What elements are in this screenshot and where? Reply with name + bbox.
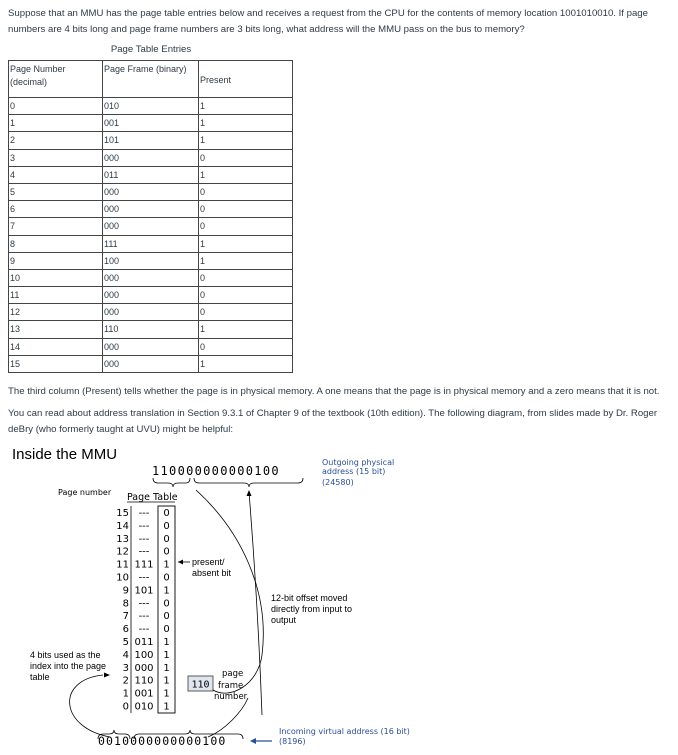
page-number-cell: 1 — [9, 115, 103, 132]
diagram-frame-number: 011 — [134, 637, 154, 648]
diagram-frame-number: 100 — [134, 649, 154, 661]
reading-note: You can read about address translation in Section 9.3.1 of Chapter 9 of the textbook (10th edition). The following diagram, from slides made by Dr. Roger deBry (who formerly taught at UVU) might be helpful: — [8, 408, 658, 435]
table-row — [9, 269, 293, 286]
frame-flow-curve — [196, 490, 263, 693]
present-cell: 0 — [199, 218, 293, 235]
present-label-1: present/ — [192, 557, 225, 567]
diagram-frame-number: --- — [138, 598, 150, 610]
table-row — [9, 355, 293, 372]
diagram-present-bit: 1 — [163, 688, 170, 700]
diagram-title: Inside the MMU — [12, 446, 118, 463]
table-row — [9, 252, 293, 269]
offset-label-2: directly from input to — [271, 604, 353, 614]
mmu-diagram — [0, 440, 678, 755]
page-frame-cell: 000 — [103, 218, 199, 235]
diagram-frame-number: --- — [138, 520, 150, 532]
page-frame-cell: 000 — [103, 269, 199, 286]
page-number-cell: 2 — [9, 132, 103, 149]
question-text: Suppose that an MMU has the page table entries below and receives a request from the CPU for the contents of memory location 1001010010. If page numbers are 4 bits long and page frame numbers are 3 bits long, what address will the MMU pass on the bus to memory? — [8, 8, 648, 35]
page-number-cell: 4 — [9, 166, 103, 183]
page-number-cell: 8 — [9, 235, 103, 252]
present-cell: 1 — [199, 98, 293, 115]
page-frame-cell: 101 — [103, 132, 199, 149]
diagram-page-number: 10 — [116, 572, 129, 584]
frame-label-1: page — [222, 669, 244, 679]
diagram-present-bit: 1 — [163, 662, 170, 674]
frame-label-2: frame — [218, 681, 244, 691]
diagram-page-number: 1 — [122, 688, 129, 700]
present-cell: 1 — [199, 321, 293, 338]
index-label-2: index into the page — [30, 661, 107, 671]
frame-label-3: number — [214, 692, 248, 702]
present-explanation: The third column (Present) tells whether the page is in physical memory. A one means that the page is in physical memory and a zero means that it is not. — [8, 386, 660, 397]
index-flow-curve — [70, 675, 110, 737]
present-label-2: absent bit — [192, 568, 232, 578]
arrow-left-icon — [250, 738, 256, 744]
header-page-frame: Page Frame (binary) — [103, 61, 199, 98]
page-number-cell: 12 — [9, 304, 103, 321]
diagram-present-bit: 0 — [163, 508, 170, 519]
diagram-frame-number: 000 — [134, 662, 154, 674]
virtual-caption-1: Incoming virtual address (16 bit) — [279, 727, 410, 736]
present-cell: 1 — [199, 355, 293, 372]
diagram-page-number: 5 — [122, 637, 129, 648]
page-frame-cell: 100 — [103, 252, 199, 269]
virtual-caption-2: (8196) — [279, 737, 306, 746]
diagram-frame-number: --- — [138, 572, 150, 584]
diagram-present-bit: 1 — [163, 637, 170, 648]
present-cell: 1 — [199, 252, 293, 269]
page-frame-cell: 011 — [103, 166, 199, 183]
diagram-page-number: 6 — [122, 624, 129, 636]
virtual-address: 0010000000000100 — [98, 734, 227, 748]
diagram-page-number: 15 — [116, 508, 129, 519]
present-cell: 0 — [199, 338, 293, 355]
diagram-page-number: 14 — [116, 520, 129, 532]
present-cell: 0 — [199, 201, 293, 218]
page-frame-cell: 000 — [103, 149, 199, 166]
diagram-present-bit: 1 — [163, 701, 170, 713]
page-number-cell: 3 — [9, 149, 103, 166]
page-frame-cell: 010 — [103, 98, 199, 115]
page-number-cell: 9 — [9, 252, 103, 269]
present-cell: 0 — [199, 304, 293, 321]
diagram-page-number: 3 — [122, 662, 129, 674]
table-row — [9, 149, 293, 166]
diagram-present-bit: 1 — [163, 649, 170, 661]
table-caption: Page Table Entries — [110, 44, 192, 55]
page-frame-cell: 110 — [103, 321, 199, 338]
page-number-cell: 15 — [9, 355, 103, 372]
diagram-page-number: 12 — [116, 546, 129, 558]
table-row — [9, 201, 293, 218]
offset-label-3: output — [271, 615, 297, 625]
present-cell: 0 — [199, 287, 293, 304]
table-row — [9, 166, 293, 183]
diagram-page-number: 0 — [122, 701, 129, 713]
diagram-present-bit: 0 — [163, 611, 170, 623]
diagram-frame-number: 110 — [134, 675, 154, 687]
diagram-present-bit: 1 — [163, 559, 170, 571]
table-row — [9, 98, 293, 115]
diagram-page-number: 8 — [122, 598, 129, 610]
page-frame-cell: 000 — [103, 355, 199, 372]
diagram-frame-number: --- — [138, 546, 150, 558]
page-number-cell: 13 — [9, 321, 103, 338]
table-row — [9, 304, 293, 321]
diagram-present-bit: 0 — [163, 572, 170, 584]
page-number-cell: 14 — [9, 338, 103, 355]
offset-brace — [194, 478, 303, 487]
table-row — [9, 235, 293, 252]
page-frame-cell: 000 — [103, 338, 199, 355]
diagram-present-bit: 0 — [163, 520, 170, 532]
page-frame-cell: 000 — [103, 304, 199, 321]
diagram-page-number: 4 — [122, 649, 129, 661]
diagram-present-bit: 1 — [163, 675, 170, 687]
table-row — [9, 183, 293, 200]
diagram-frame-number: --- — [138, 624, 150, 636]
page-number-cell: 7 — [9, 218, 103, 235]
physical-address: 110000000000100 — [152, 464, 280, 478]
present-cell: 1 — [199, 235, 293, 252]
diagram-page-number: 11 — [116, 559, 129, 571]
page-frame-cell: 000 — [103, 183, 199, 200]
page-frame-cell: 111 — [103, 235, 199, 252]
diagram-frame-number: 001 — [134, 688, 154, 700]
physical-caption-3: (24580) — [322, 478, 354, 487]
diagram-present-bit: 0 — [163, 598, 170, 610]
page-number-cell: 11 — [9, 287, 103, 304]
page-number-cell: 0 — [9, 98, 103, 115]
diagram-frame-number: --- — [138, 508, 150, 519]
table-row — [9, 218, 293, 235]
frame-brace — [153, 478, 190, 487]
present-cell: 1 — [199, 166, 293, 183]
physical-caption-1: Outgoing physical — [322, 458, 395, 467]
diagram-frame-number: 010 — [134, 701, 154, 713]
page-table-label: Page Table — [127, 492, 178, 503]
page-number-label: Page number — [58, 488, 112, 497]
present-cell: 0 — [199, 269, 293, 286]
diagram-frame-number: 111 — [134, 559, 154, 571]
page-number-cell: 5 — [9, 183, 103, 200]
diagram-present-bit: 0 — [163, 533, 170, 545]
table-row — [9, 321, 293, 338]
page-number-cell: 6 — [9, 201, 103, 218]
diagram-frame-number: --- — [138, 533, 150, 545]
page-frame-cell: 000 — [103, 201, 199, 218]
offset-label-1: 12-bit offset moved — [271, 593, 348, 603]
physical-caption-2: address (15 bit) — [322, 467, 386, 476]
diagram-present-bit: 0 — [163, 546, 170, 558]
diagram-page-number: 9 — [122, 585, 129, 597]
header-page-number: Page Number (decimal) — [9, 61, 103, 98]
diagram-page-number: 7 — [122, 611, 129, 623]
present-cell: 0 — [199, 183, 293, 200]
present-cell: 0 — [199, 149, 293, 166]
present-cell: 1 — [199, 132, 293, 149]
present-cell: 1 — [199, 115, 293, 132]
index-label-1: 4 bits used as the — [30, 650, 101, 660]
offset-flow-line — [249, 492, 262, 715]
page-table-entries — [8, 60, 293, 373]
page-number-cell: 10 — [9, 269, 103, 286]
diagram-page-number: 13 — [116, 533, 129, 545]
page-frame-cell: 001 — [103, 115, 199, 132]
frame-number-value: 110 — [191, 679, 210, 691]
diagram-present-bit: 1 — [163, 585, 170, 597]
header-present: Present — [199, 61, 293, 98]
table-row — [9, 132, 293, 149]
page-frame-cell: 000 — [103, 287, 199, 304]
table-row — [9, 287, 293, 304]
diagram-frame-number: 101 — [134, 585, 154, 597]
table-row — [9, 115, 293, 132]
index-label-3: table — [30, 672, 50, 682]
diagram-page-number: 2 — [122, 675, 129, 687]
diagram-present-bit: 0 — [163, 624, 170, 636]
diagram-frame-number: --- — [138, 611, 150, 623]
table-row — [9, 338, 293, 355]
